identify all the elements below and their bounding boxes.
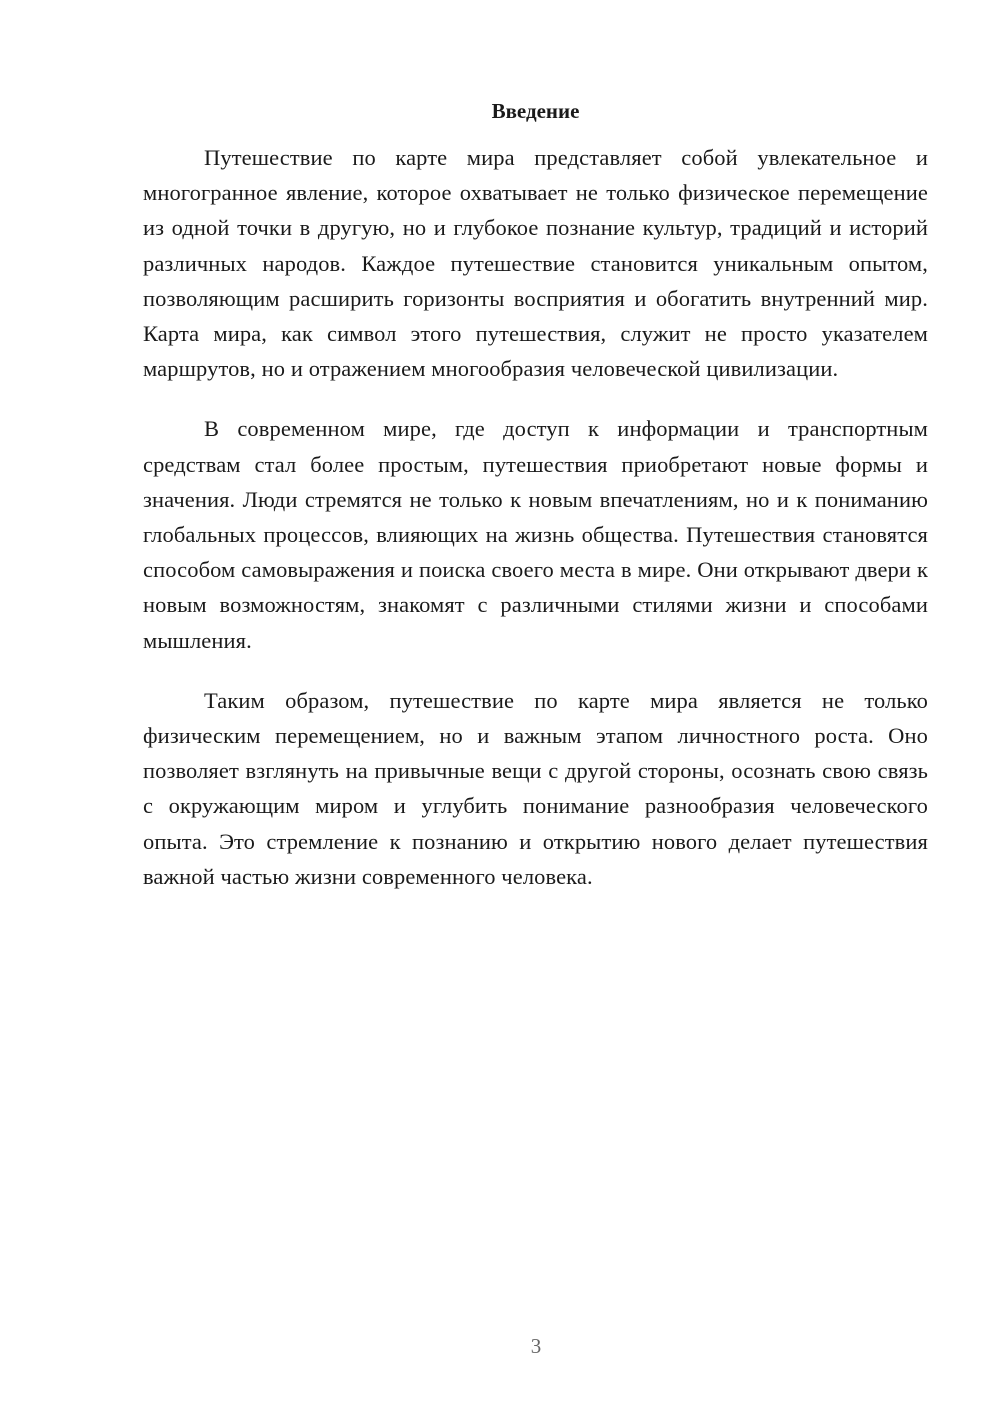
page-number: 3 (530, 1334, 542, 1358)
paragraph-conclusion: Таким образом, путешествие по карте мира является не только физическим перемещением, но и важным этапом личностного роста. Оно позволяет взглянуть на привычные вещи с другой стороны, осознать свою связь с окружающим миром и углубить понимание разнообразия человеческого опыта. Это стремление к познанию и открытию нового делает путешествия важной частью жизни современного человека. (143, 687, 928, 889)
page-title: Введение (491, 99, 580, 123)
paragraph-intro: Путешествие по карте мира представляет собой увлекательное и многогранное явление, которое охватывает не только физическое перемещение из одной точки в другую, но и глубокое познание культур, традиций и историй различных народов. Каждое путешествие становится уникальным опытом, позволяющим расширить горизонты восприятия и обогатить внутренний мир. Карта мира, как символ этого путешествия, служит не просто указателем маршрутов, но и отражением многообразия человеческой цивилизации. (143, 145, 928, 382)
document-body (143, 140, 928, 919)
paragraph-modern-world: В современном мире, где доступ к информации и транспортным средствам стал более простым, путешествия приобретают новые формы и значения. Люди стремятся не только к новым впечатлениям, но и к пониманию глобальных процессов, влияющих на жизнь общества. Путешествия становятся способом самовыражения и поиска своего места в мире. Они открывают двери к новым возможностям, знакомят с различными стилями жизни и способами мышления. (143, 416, 928, 653)
